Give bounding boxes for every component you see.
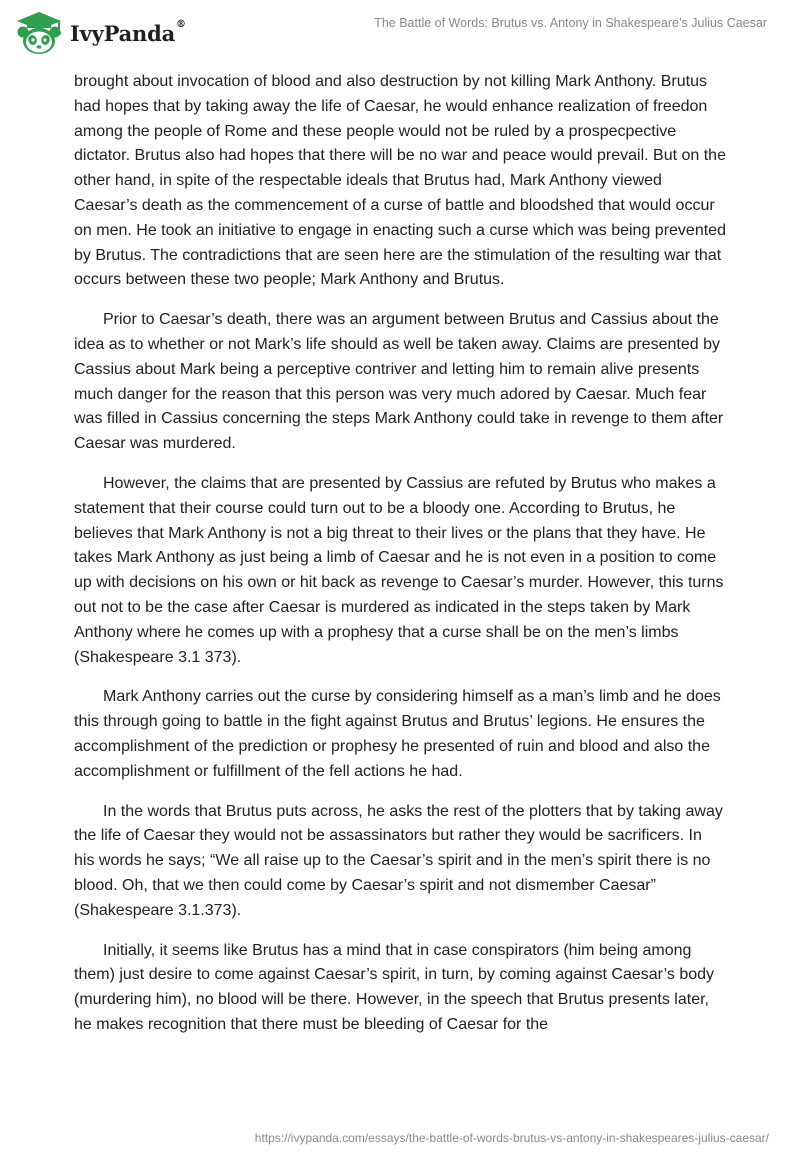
paragraph: In the words that Brutus puts across, he asks the rest of the plotters that by taking away the life of Caesar they would not be assassinators but rather they would be sacrificers. In his words he says; “We all raise up to the Caesar’s spirit and in the men’s spirit there is no blood. Oh, that we then could come by Caesar’s spirit and not dismember Caesar” (Shakespeare 3.1.373).: [74, 802, 723, 919]
panda-graduate-icon: [14, 10, 64, 56]
essay-body: [74, 70, 726, 1053]
ivypanda-logo[interactable]: [14, 8, 186, 58]
paragraph: Mark Anthony carries out the curse by considering himself as a man’s limb and he does this through going to battle in the fight against Brutus and Brutus’ legions. He ensures the accomplishment of the prediction or prophesy he presented of ruin and blood and also the accomplishment or fulfillment of the fell actions he had.: [74, 688, 721, 780]
brand-name: IvyPanda®: [70, 18, 186, 46]
source-url-link[interactable]: https://ivypanda.com/essays/the-battle-of-words-brutus-vs-antony-in-shakespeares-julius-caesar/: [254, 1131, 769, 1145]
paragraph: However, the claims that are presented by Cassius are refuted by Brutus who makes a statement that their course could turn out to be a bloody one. According to Brutus, he believes that Mark Anthony is not a big threat to their lives or the plans that they have. He takes Mark Anthony as just being a limb of Caesar and he is not even in a position to come up with decisions on his own or hit back as revenge to Caesar’s murder. However, this turns out not to be the case after Caesar is murdered as indicated in the steps taken by Mark Anthony where he comes up with a prophesy that a curse shall be on the men’s limbs (Shakespeare 3.1 373).: [74, 474, 724, 666]
document-title: The Battle of Words: Brutus vs. Antony in Shakespeare’s Julius Caesar: [374, 16, 767, 30]
paragraph: Prior to Caesar’s death, there was an argument between Brutus and Cassius about the idea as to whether or not Mark’s life should as well be taken away. Claims are presented by Cassius about Mark being a perceptive contriver and letting him to remain alive presents much danger for the reason that this person was very much adored by Caesar. Much fear was filled in Cassius concerning the steps Mark Anthony could take in revenge to them after Caesar was murdered.: [74, 311, 724, 453]
paragraph: Initially, it seems like Brutus has a mind that in case conspirators (him being among them) just desire to come against Caesar’s spirit, in turn, by coming against Caesar’s body (murdering him), no blood will be there. However, in the speech that Brutus presents later, he makes recognition that there must be bleeding of Caesar for the: [74, 941, 715, 1033]
paragraph: brought about invocation of blood and also destruction by not killing Mark Anthony. Brutus had hopes that by taking away the life of Caesar, he would enhance realization of freedon among the people of Rome and these people would not be ruled by a prospecpective dictator. Brutus also had hopes that there will be no war and peace would prevail. But on the other hand, in spite of the respectable ideals that Brutus had, Mark Anthony viewed Caesar’s death as the commencement of a curse of battle and bloodshed that would occur on men. He took an initiative to engage in enacting such a curse which was being prevented by Brutus. The contradictions that are seen here are the stimulation of the resulting war that occurs between these two people; Mark Anthony and Brutus.: [74, 73, 726, 289]
